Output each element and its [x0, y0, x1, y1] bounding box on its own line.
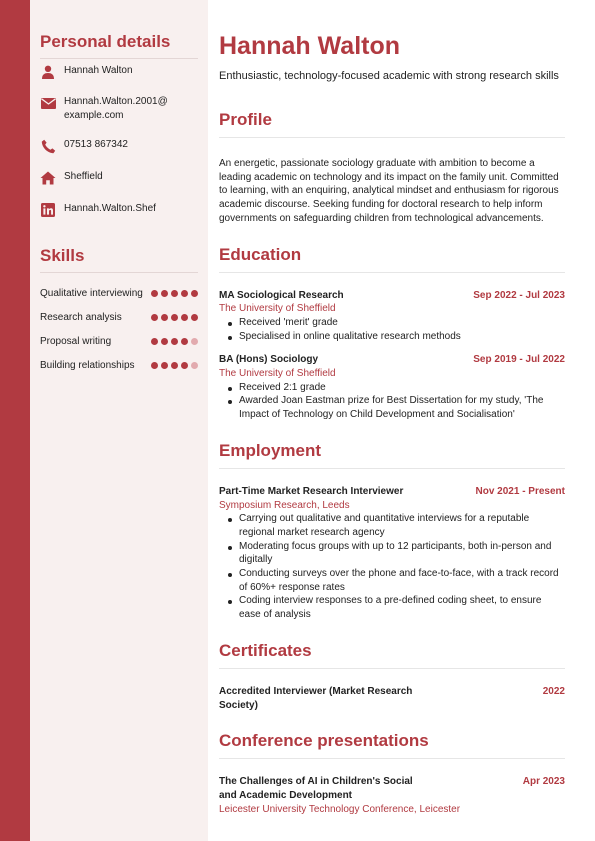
skills-heading: Skills — [40, 246, 198, 273]
entry-title: MA Sociological Research — [219, 289, 344, 301]
entry-header — [219, 289, 565, 303]
skill-row — [40, 329, 198, 353]
skill-rating — [151, 338, 198, 345]
list-item: Received 2:1 grade — [219, 381, 565, 395]
personal-email[interactable] — [64, 95, 168, 123]
education-entry — [219, 353, 565, 422]
profile-heading: Profile — [219, 110, 565, 138]
entry-header — [219, 485, 565, 499]
personal-phone-row — [40, 138, 198, 154]
skill-dot-empty — [191, 338, 198, 345]
candidate-name: Hannah Walton — [219, 32, 401, 60]
personal-details-list — [40, 64, 198, 218]
personal-details-heading: Personal details — [40, 32, 198, 59]
conferences-heading: Conference presentations — [219, 731, 565, 759]
certificates-heading: Certificates — [219, 641, 565, 669]
skill-dot-filled — [151, 314, 158, 321]
entry-title: Accredited Interviewer (Market Research Society) — [219, 685, 413, 711]
personal-linkedin-row — [40, 202, 198, 218]
skill-row — [40, 281, 198, 305]
personal-email-line1: Hannah.Walton.2001@ — [64, 96, 168, 107]
tagline: Enthusiastic, technology-focused academic with strong research skills — [219, 70, 559, 82]
skill-label: Building relationships — [40, 359, 135, 371]
user-icon — [40, 64, 56, 80]
skill-row — [40, 353, 198, 377]
entry-title: Part-Time Market Research Interviewer — [219, 485, 404, 497]
skill-dot-filled — [161, 338, 168, 345]
main-content — [208, 0, 595, 841]
skill-label: Qualitative interviewing — [40, 287, 143, 299]
list-item: Coding interview responses to a pre-defined coding sheet, to ensure ease of analysis — [219, 594, 565, 621]
skill-rating — [151, 290, 198, 297]
sidebar — [30, 0, 208, 841]
skill-dot-filled — [171, 338, 178, 345]
entry-title: BA (Hons) Sociology — [219, 354, 319, 366]
skill-dot-filled — [151, 290, 158, 297]
entry-header — [219, 353, 565, 367]
skill-rating — [151, 362, 198, 369]
entry-date: Apr 2023 — [522, 776, 565, 788]
list-item: Received 'merit' grade — [219, 316, 565, 330]
entry-bullets — [219, 316, 565, 343]
skill-dot-filled — [181, 290, 188, 297]
employment-heading: Employment — [219, 441, 565, 469]
profile-section — [219, 110, 565, 226]
envelope-icon — [40, 95, 56, 111]
education-section — [219, 245, 565, 422]
employment-entry — [219, 485, 565, 622]
skill-label: Research analysis — [40, 311, 122, 323]
list-item: Awarded Joan Eastman prize for Best Dissertation for my study, 'The Impact of Technology on Child Development and Socialisation' — [219, 394, 565, 421]
entry-date: Nov 2021 - Present — [475, 485, 565, 497]
education-heading: Education — [219, 245, 565, 273]
education-entry — [219, 289, 565, 344]
skill-dot-filled — [151, 362, 158, 369]
entry-header — [219, 775, 565, 802]
personal-email-row — [40, 95, 198, 123]
list-item: Specialised in online qualitative research methods — [219, 330, 565, 344]
skill-row — [40, 305, 198, 329]
conferences-section — [219, 731, 565, 816]
skill-dot-filled — [151, 338, 158, 345]
skill-dot-filled — [161, 314, 168, 321]
phone-icon — [40, 138, 56, 154]
personal-email-line2: example.com — [64, 110, 124, 121]
entry-bullets — [219, 381, 565, 422]
entry-title: The Challenges of AI in Children's Social and Academic Development — [219, 776, 413, 801]
personal-name-row — [40, 64, 198, 80]
skill-dot-empty — [191, 362, 198, 369]
skill-dot-filled — [161, 290, 168, 297]
entry-organisation: The University of Sheffield — [219, 303, 336, 315]
entry-header — [219, 685, 565, 712]
skill-label: Proposal writing — [40, 335, 112, 347]
linkedin-icon — [40, 202, 56, 218]
entry-organisation: Symposium Research, Leeds — [219, 499, 350, 511]
skill-dot-filled — [191, 290, 198, 297]
certificate-entry — [219, 685, 565, 712]
entry-date: 2022 — [542, 685, 565, 697]
skill-dot-filled — [161, 362, 168, 369]
entry-date: Sep 2019 - Jul 2022 — [473, 354, 565, 366]
skill-dot-filled — [171, 290, 178, 297]
list-item: Conducting surveys over the phone and face-to-face, with a track record of 60%+ response rates — [219, 567, 565, 594]
entry-date: Sep 2022 - Jul 2023 — [473, 289, 565, 301]
skill-dot-filled — [191, 314, 198, 321]
list-item: Moderating focus groups with up to 12 participants, both in-person and digitally — [219, 540, 565, 567]
personal-linkedin[interactable]: Hannah.Walton.Shef — [64, 203, 156, 214]
skill-dot-filled — [171, 362, 178, 369]
personal-name: Hannah Walton — [64, 65, 133, 76]
entry-organisation: The University of Sheffield — [219, 368, 336, 380]
entry-bullets — [219, 512, 565, 622]
personal-location: Sheffield — [64, 171, 103, 182]
skill-rating — [151, 314, 198, 321]
skill-dot-filled — [171, 314, 178, 321]
entry-organisation: Leicester University Technology Conference, Leicester — [219, 803, 461, 815]
home-icon — [40, 170, 56, 186]
personal-phone[interactable]: 07513 867342 — [64, 139, 128, 150]
skill-dot-filled — [181, 338, 188, 345]
skills-list — [40, 281, 198, 377]
personal-location-row — [40, 170, 198, 186]
skill-dot-filled — [181, 314, 188, 321]
conference-entry — [219, 775, 565, 816]
skill-dot-filled — [181, 362, 188, 369]
accent-stripe — [0, 0, 30, 841]
list-item: Carrying out qualitative and quantitative interviews for a reputable regional market research agency — [219, 512, 565, 539]
profile-text: An energetic, passionate sociology graduate with ambition to become a leading academic on technology and its impact on the family unit. Committed to learning, with an enquiring, analytical mindset and enthusiasm for rigorous academic discourse. Seeking funding for doctoral research to help inform governments on safeguarding children from technological advancements. — [219, 158, 559, 224]
certificates-section — [219, 641, 565, 712]
employment-section — [219, 441, 565, 622]
